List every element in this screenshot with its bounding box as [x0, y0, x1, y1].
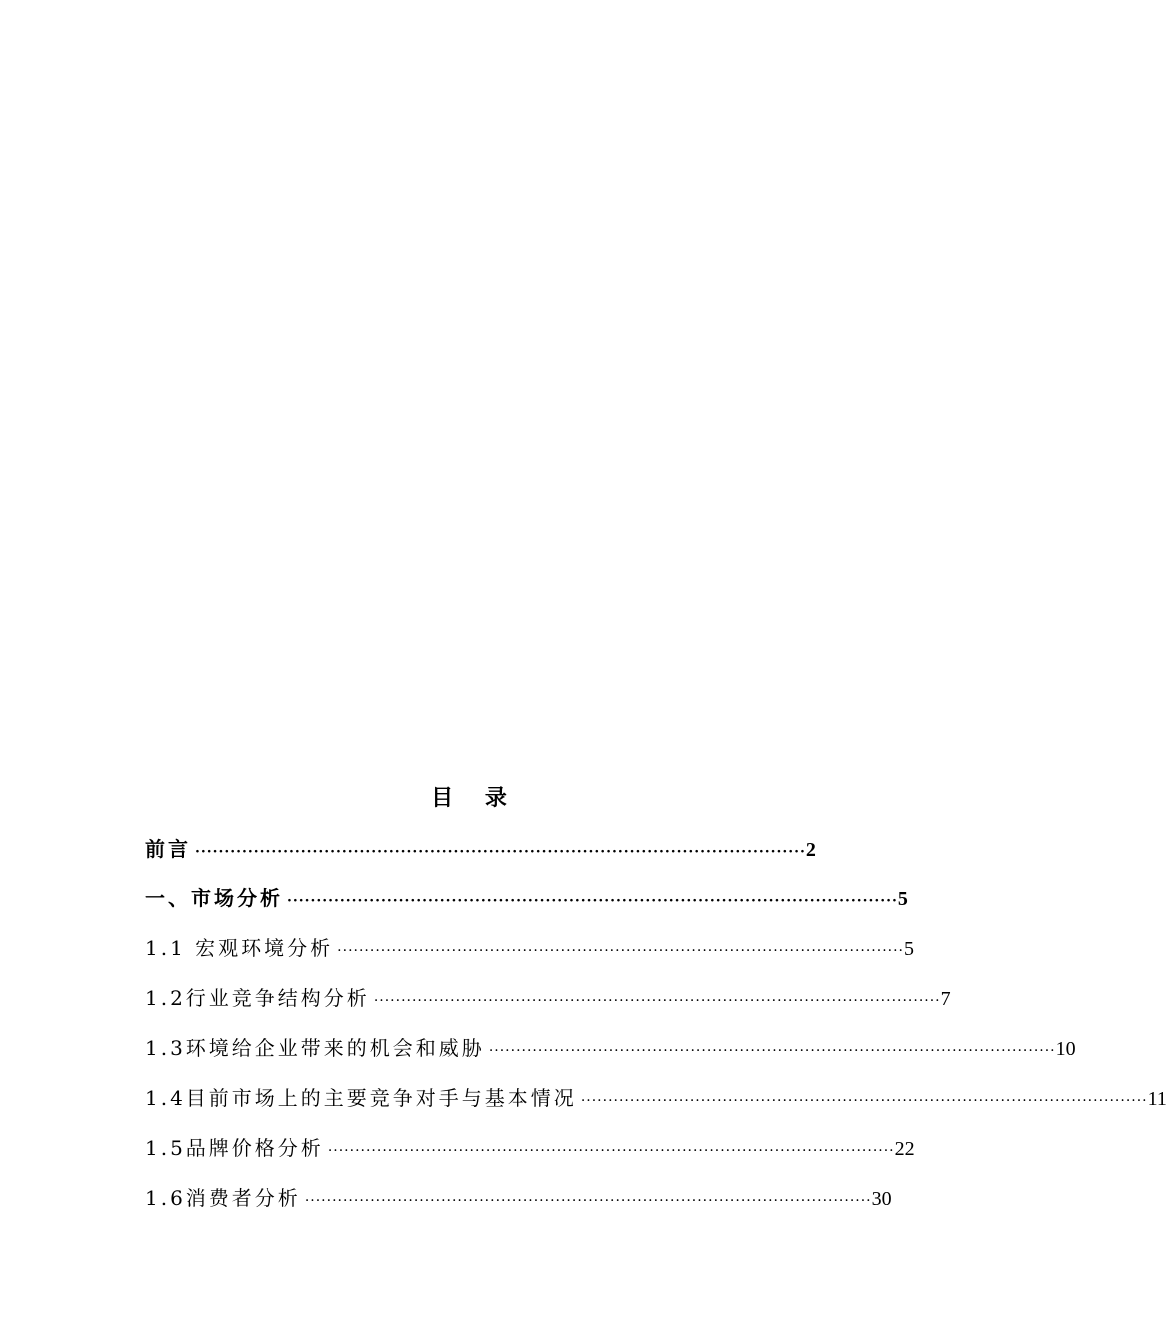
toc-entry-label: 1.2行业竞争结构分析	[145, 986, 370, 1010]
toc-leader-dots: ········································································································	[580, 1093, 1148, 1109]
toc-entry-page: 5	[897, 888, 908, 910]
toc-entry[interactable]	[145, 834, 816, 864]
toc-entry-page: 10	[1055, 1038, 1076, 1060]
toc-leader-dots: ········································································································	[373, 993, 941, 1009]
toc-entry-page: 2	[805, 839, 816, 861]
toc-entry-page: 11	[1147, 1088, 1167, 1110]
toc-title: 目 录	[431, 785, 519, 811]
toc-entry-page: 22	[894, 1138, 915, 1160]
toc-leader-dots: ········································································································	[287, 893, 898, 909]
toc-entry[interactable]	[145, 983, 951, 1013]
toc-leader-dots: ········································································································	[327, 1143, 895, 1159]
toc-entry-page: 30	[871, 1188, 892, 1210]
toc-entry[interactable]	[145, 1083, 1167, 1113]
toc-entry-label: 1.6消费者分析	[145, 1186, 301, 1210]
toc-entry-page: 5	[904, 938, 914, 960]
toc-entry-label: 前言	[145, 837, 191, 861]
toc-leader-dots: ········································································································	[304, 1193, 872, 1209]
toc-entry-page: 7	[940, 988, 951, 1010]
toc-entry-label: 一、市场分析	[145, 886, 283, 910]
toc-leader-dots: ········································································································	[195, 844, 806, 860]
toc-leader-dots: ········································································································	[488, 1043, 1056, 1059]
toc-entry-label: 1.1 宏观环境分析	[145, 936, 334, 960]
toc-entry[interactable]	[145, 1033, 1076, 1063]
toc-leader-dots: ········································································································	[337, 943, 904, 959]
toc-entry-label: 1.5品牌价格分析	[145, 1136, 324, 1160]
toc-entry[interactable]	[145, 1183, 892, 1213]
toc-entry[interactable]	[145, 933, 914, 963]
toc-entry-label: 1.4目前市场上的主要竞争对手与基本情况	[145, 1086, 577, 1110]
toc-entry[interactable]	[145, 883, 908, 913]
toc-entry-label: 1.3环境给企业带来的机会和威胁	[145, 1036, 485, 1060]
toc-entry[interactable]	[145, 1133, 915, 1163]
